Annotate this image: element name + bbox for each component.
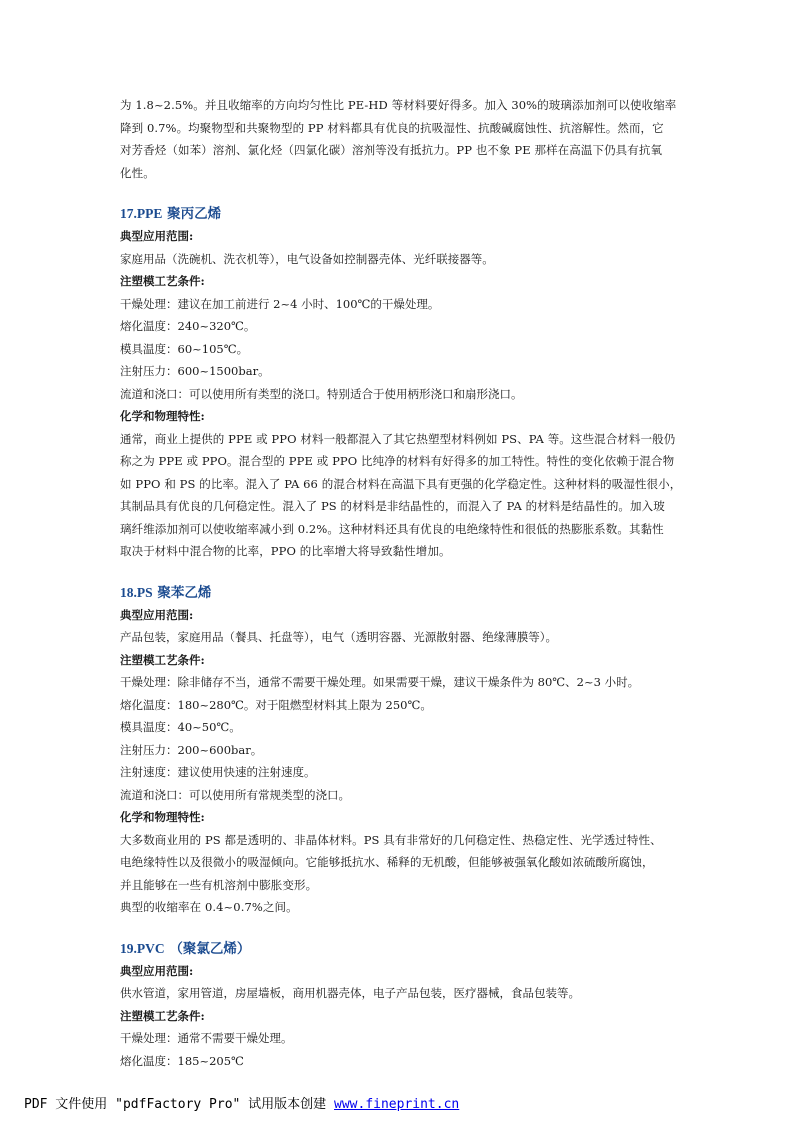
properties-line: 其制品具有优良的几何稳定性。混入了 PS 的材料是非结晶性的，而混入了 PA 的材料是结晶性的。加入玻 bbox=[120, 499, 665, 513]
properties-paragraph bbox=[120, 829, 680, 919]
section-ps bbox=[120, 582, 680, 919]
process-label: 注塑模工艺条件: bbox=[120, 1008, 205, 1023]
application-text: 家庭用品（洗碗机、洗衣机等），电气设备如控制器壳体、光纤联接器等。 bbox=[120, 251, 494, 266]
section-title: 聚丙乙烯 bbox=[167, 206, 222, 222]
application-label: 典型应用范围: bbox=[120, 607, 194, 622]
process-line: 模具温度：40~50℃。 bbox=[120, 720, 241, 734]
section-title: （聚氯乙烯） bbox=[169, 940, 251, 957]
section-title: 聚苯乙烯 bbox=[157, 584, 212, 601]
properties-line: 取决于材料中混合物的比率，PPO 的比率增大将导致黏性增加。 bbox=[120, 544, 451, 558]
properties-line: 电绝缘特性以及很微小的吸湿倾向。它能够抵抗水、稀释的无机酸，但能够被强氧化酸如浓硫酸所腐蚀， bbox=[120, 855, 654, 869]
pdf-footer bbox=[24, 1093, 459, 1112]
process-line: 流道和浇口：可以使用所有常规类型的浇口。 bbox=[120, 787, 350, 802]
section-heading bbox=[120, 203, 680, 225]
application-text: 供水管道，家用管道，房屋墙板，商用机器壳体，电子产品包装，医疗器械，食品包装等。 bbox=[120, 986, 580, 1000]
process-line: 熔化温度：240~320℃。 bbox=[120, 319, 256, 333]
properties-label: 化学和物理特性: bbox=[120, 409, 205, 423]
properties-label: 化学和物理特性: bbox=[120, 810, 205, 824]
intro-line: 化性。 bbox=[120, 165, 155, 180]
document-page bbox=[120, 94, 680, 1072]
intro-line: 为 1.8~2.5%。并且收缩率的方向均匀性比 PE-HD 等材料要好得多。加入 30%的玻璃添加剂可以使收缩率 bbox=[120, 98, 677, 112]
application-label: 典型应用范围: bbox=[120, 229, 194, 243]
section-number: 19.PVC bbox=[120, 940, 165, 956]
properties-line: 大多数商业用的 PS 都是透明的、非晶体材料。PS 具有非常好的几何稳定性、热稳定性、光学透过特性、 bbox=[120, 832, 662, 847]
properties-line: 典型的收缩率在 0.4~0.7%之间。 bbox=[120, 900, 298, 914]
properties-line: 称之为 PPE 或 PPO。混合型的 PPE 或 PPO 比纯净的材料有好得多的加工特性。特性的变化依赖于混合物 bbox=[120, 454, 675, 468]
section-number: 17.PPE bbox=[120, 206, 163, 221]
application-text: 产品包装，家庭用品（餐具、托盘等），电气（透明容器、光源散射器、绝缘薄膜等）。 bbox=[120, 630, 557, 644]
process-line: 注射压力：200~600bar。 bbox=[120, 742, 263, 757]
section-heading bbox=[120, 938, 680, 960]
intro-line: 对芳香烃（如苯）溶剂、氯化烃（四氯化碳）溶剂等没有抵抗力。PP 也不象 PE 那样在高温下仍具有抗氧 bbox=[120, 143, 663, 157]
properties-line: 并且能够在一些有机溶剂中膨胀变形。 bbox=[120, 877, 318, 892]
process-line: 注射速度：建议使用快速的注射速度。 bbox=[120, 765, 316, 779]
process-line: 熔化温度：185~205℃ bbox=[120, 1053, 244, 1068]
process-line: 熔化温度：180~280℃。对于阻燃型材料其上限为 250℃。 bbox=[120, 697, 432, 712]
process-line: 模具温度：60~105℃。 bbox=[120, 341, 249, 356]
properties-line: 璃纤维添加剂可以使收缩率减小到 0.2%。这种材料还具有优良的电绝缘特性和很低的热膨胀系数。其黏性 bbox=[120, 521, 664, 536]
application-label: 典型应用范围: bbox=[120, 963, 194, 978]
properties-line: 通常，商业上提供的 PPE 或 PPO 材料一般都混入了其它热塑型材料例如 PS、PA 等。这些混合材料一般仍 bbox=[120, 431, 676, 446]
section-heading bbox=[120, 582, 680, 604]
process-line: 干燥处理：建议在加工前进行 2~4 小时、100℃的干燥处理。 bbox=[120, 296, 440, 311]
intro-line: 降到 0.7%。均聚物型和共聚物型的 PP 材料都具有优良的抗吸湿性、抗酸碱腐蚀性、抗溶解性。然而，它 bbox=[120, 120, 664, 135]
process-line: 干燥处理：通常不需要干燥处理。 bbox=[120, 1031, 293, 1045]
section-pvc bbox=[120, 938, 680, 1073]
process-label: 注塑模工艺条件: bbox=[120, 274, 205, 288]
section-number: 18.PS bbox=[120, 584, 153, 600]
properties-line: 如 PPO 和 PS 的比率。混入了 PA 66 的混合材料在高温下具有更强的化学稳定性。这种材料的吸湿性很小， bbox=[120, 476, 682, 491]
process-line: 注射压力：600~1500bar。 bbox=[120, 364, 270, 378]
process-label: 注塑模工艺条件: bbox=[120, 652, 205, 667]
process-line: 干燥处理：除非储存不当，通常不需要干燥处理。如果需要干燥，建议干燥条件为 80℃、2~3 小时。 bbox=[120, 675, 640, 689]
properties-paragraph bbox=[120, 428, 680, 563]
footer-link[interactable]: www.fineprint.cn bbox=[334, 1097, 460, 1112]
intro-paragraph bbox=[120, 94, 680, 184]
footer-text: PDF 文件使用 "pdfFactory Pro" 试用版本创建 bbox=[24, 1097, 335, 1112]
process-line: 流道和浇口：可以使用所有类型的浇口。特别适合于使用柄形浇口和扇形浇口。 bbox=[120, 386, 523, 401]
section-ppe bbox=[120, 203, 680, 563]
